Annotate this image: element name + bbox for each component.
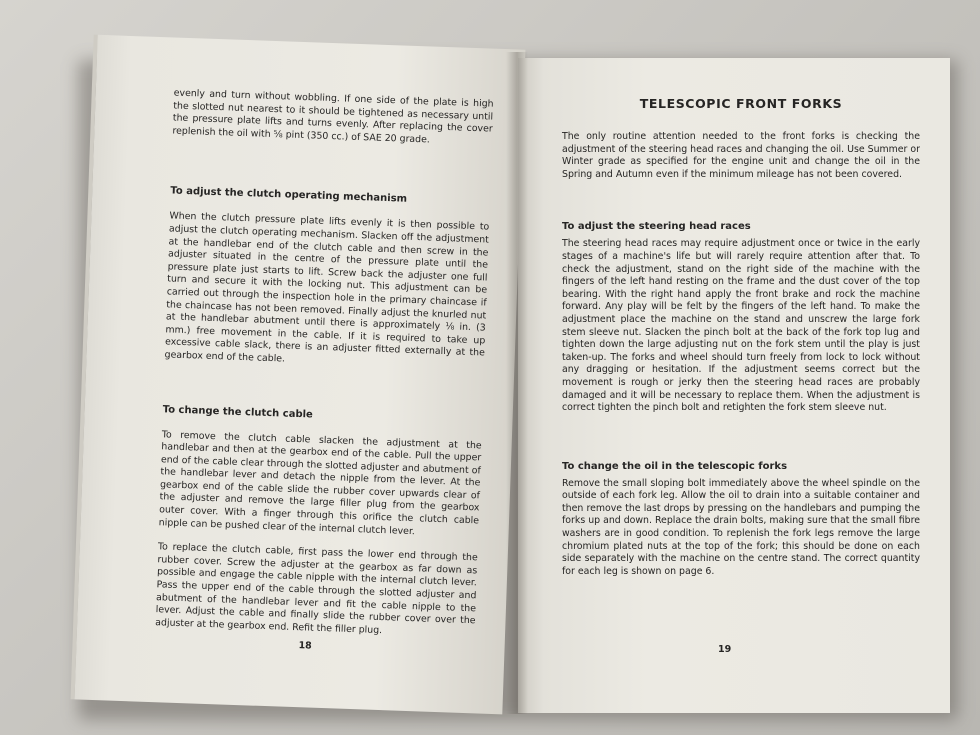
right-page <box>518 58 950 713</box>
right-section2-text: Remove the small sloping bolt immediately above the wheel spindle on the outside of each fork leg. Allow the oil to drain into a suitable container and then remove the last drops by pressing on the handlebars and pumping the forks up and down. Replace the drain bolts, making sure that the small fibre washers are in good condition. To replenish the fork legs remove the large chromium plated nuts at the top of the fork; this should be done on each side separately with the machine on the centre stand. The correct quantity for each leg is shown on page 6. <box>562 477 920 577</box>
right-page-title: TELESCOPIC FRONT FORKS <box>639 96 843 111</box>
left-section2-text2: To replace the clutch cable, first pass the lower end through the rubber cover. Screw the adjuster at the gearbox as far down as possible and engage the cable nipple with the internal clutch lever. Pass the upper end of the cable through the slotted adjuster and abutment of the handlebar lever and fit the cable nipple to the lever. Adjust the cable and finally slide the rubber cover over the adjuster at the gearbox end. Refit the filler plug. <box>155 541 478 636</box>
left-section2-heading: To change the clutch cable <box>162 403 313 421</box>
left-intro-text: evenly and turn without wobbling. If one side of the plate is high the slotted nut nearest to it should be tightened as necessary until the pressure plate lifts and turns evenly. After replacing the cover replenish the oil with ⅝ pint (350 cc.) of SAE 20 grade. <box>172 87 494 146</box>
right-page-number: 19 <box>718 644 732 655</box>
left-section2-text1: To remove the clutch cable slacken the adjustment at the handlebar and then at the gearbox end of the cable. Pull the upper end of the cable clear through the slotted adjuster and abutment of the handlebar lever and detach the nipple from the lever. At the gearbox end of the cable slide the rubber cover upwards clear of the adjuster and remove the large filler plug from the gearbox outer cover. With a finger through this orifice the clutch cable nipple can be pushed clear of the internal clutch lever. <box>158 428 482 537</box>
left-page <box>71 35 526 715</box>
left-section1-heading: To adjust the clutch operating mechanism <box>170 185 408 206</box>
right-intro-text: The only routine attention needed to the front forks is checking the adjustment of the steering head races and changing the oil. Use Summer or Winter grade as specified for the engine unit and change the oil in the Spring and Autumn even if the minimum mileage has not been covered. <box>562 131 920 180</box>
left-section1-text: When the clutch pressure plate lifts evenly it is then possible to adjust the clutch operating mechanism. Slacken off the adjustment at the handlebar end of the clutch cable and then screw in the adjuster situated in the centre of the pressure plate until the pressure plate just starts to lift. Screw back the adjuster one full turn and secure it with the locking nut. This adjustment can be carried out through the inspection hole in the primary chaincase if the chaincase has not been removed. Finally adjust the knurled nut at the handlebar abutment until there is approximately ⅛ in. (3 mm.) free movement in the cable. If it is required to take up excessive cable slack, there is an adjuster fitted externally at the gearbox end of the cable. <box>164 210 490 365</box>
book-gutter <box>506 52 528 714</box>
right-section1-text: The steering head races may require adjustment once or twice in the early stages of a machine's life but will rarely require attention after that. To check the adjustment, stand on the right side of the machine with the fingers of the left hand resting on the frame and the dust cover of the top bearing. With the right hand apply the front brake and rock the machine forward. Any play will be felt by the fingers of the left hand. To make the adjustment place the machine on the stand and unscrew the large fork stem sleeve nut. Slacken the pinch bolt at the back of the fork top lug and tighten down the large adjusting nut on the fork stem until the play is just taken-up. The forks and wheel should turn freely from lock to lock without any dragging or hesitation. If the adjustment seems correct but the movement is rough or jerky then the steering head races are probably damaged and it will be necessary to replace them. When the adjustment is correct tighten the pinch bolt and retighten the fork stem sleeve nut. <box>562 238 920 414</box>
left-page-number: 18 <box>298 640 312 652</box>
right-section1-heading: To adjust the steering head races <box>562 221 751 233</box>
right-section2-heading: To change the oil in the telescopic forks <box>562 460 788 472</box>
